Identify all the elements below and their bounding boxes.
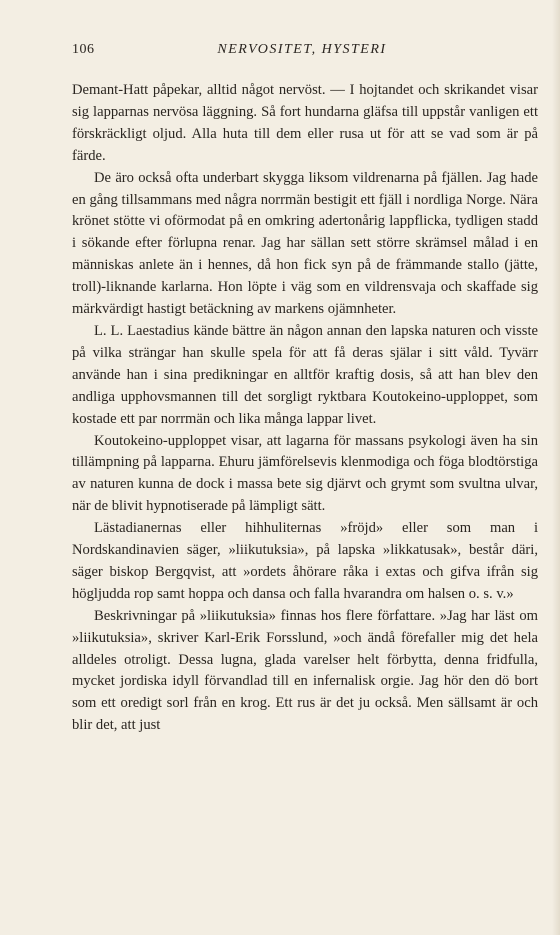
paragraph: De äro också ofta underbart skygga liksom vildrenarna på fjällen. Jag hade en gång tillsammans med några norrmän bestigit ett fjäll i nordliga Norge. Nära krönet stötte vi oförmodat på en omkring adertonårig lappflicka, tydligen stadd i sökande efter förlupna renar. Jag har sällan sett större skrämsel målad i en människas anlete än i hennes, då hon fick syn på de främmande stallo (jätte, troll)-liknande karlarna. Hon löpte i väg som en vildrensvaja och skaffade sig märkvärdigt hastigt betäckning av markens ojämnheter. (72, 169, 538, 318)
body-text (72, 80, 538, 737)
page-header (72, 42, 532, 62)
paragraph: Koutokeino-upploppet visar, att lagarna för massans psykologi även ha sin tillämpning på lapparna. Ehuru jämförelsevis klenmodiga och föga blodtörstiga av naturen kunna de dock i massa bete sig djärvt och grymt som svultna ulvar, när de blivit hypnotiserade på lämpligt sätt. (72, 432, 538, 515)
paragraph: Beskrivningar på »liikutuksia» finnas hos flere författare. »Jag har läst om »liikutuksia», skriver Karl-Erik Forsslund, »och ändå förefaller mig det hela alldeles otroligt. Dessa lugna, glada varelser helt förbytta, denna fridfulla, mycket jordiska idyll förvandlad till en infernalisk orgie. Jag hör den dö bort som ett oredigt sorl från en krog. Ett rus är det ju också. Men sällsamt är och blir det, att just (72, 607, 538, 734)
paragraph: Demant-Hatt påpekar, alltid något nervöst. — I hojtandet och skrikandet visar sig lapparnas nervösa läggning. Så fort hundarna gläfsa till uppstår vanligen ett förskräckligt oljud. Alla huta till dem eller rusa ut för att se vad som är på färde. (72, 82, 538, 164)
paragraph: L. L. Laestadius kände bättre än någon annan den lapska naturen och visste på vilka strängar han skulle spela för att få deras själar i sitt våld. Tyvärr använde han i sina predikningar en alltför kraftig dosis, så att han blev den andliga upphovsmannen till det sorgligt ryktbara Koutokeino-upploppet, som kostade ett par norrmän och lika många lappar livet. (72, 322, 538, 427)
page-number: 106 (72, 42, 95, 57)
page-edge (552, 0, 560, 935)
paragraph: Lästadianernas eller hihhuliternas »fröjd» eller som man i Nordskandinavien säger, »liikutuksia», på lapska »likkatusak», består däri, säger biskop Bergqvist, att »ordets åhörare råka i extas och gifva ifrån sig högljudda rop samt hoppa och dansa och falla hvarandra om halsen o. s. v.» (72, 520, 538, 602)
running-head: NERVOSITET, HYSTERI (217, 42, 387, 57)
